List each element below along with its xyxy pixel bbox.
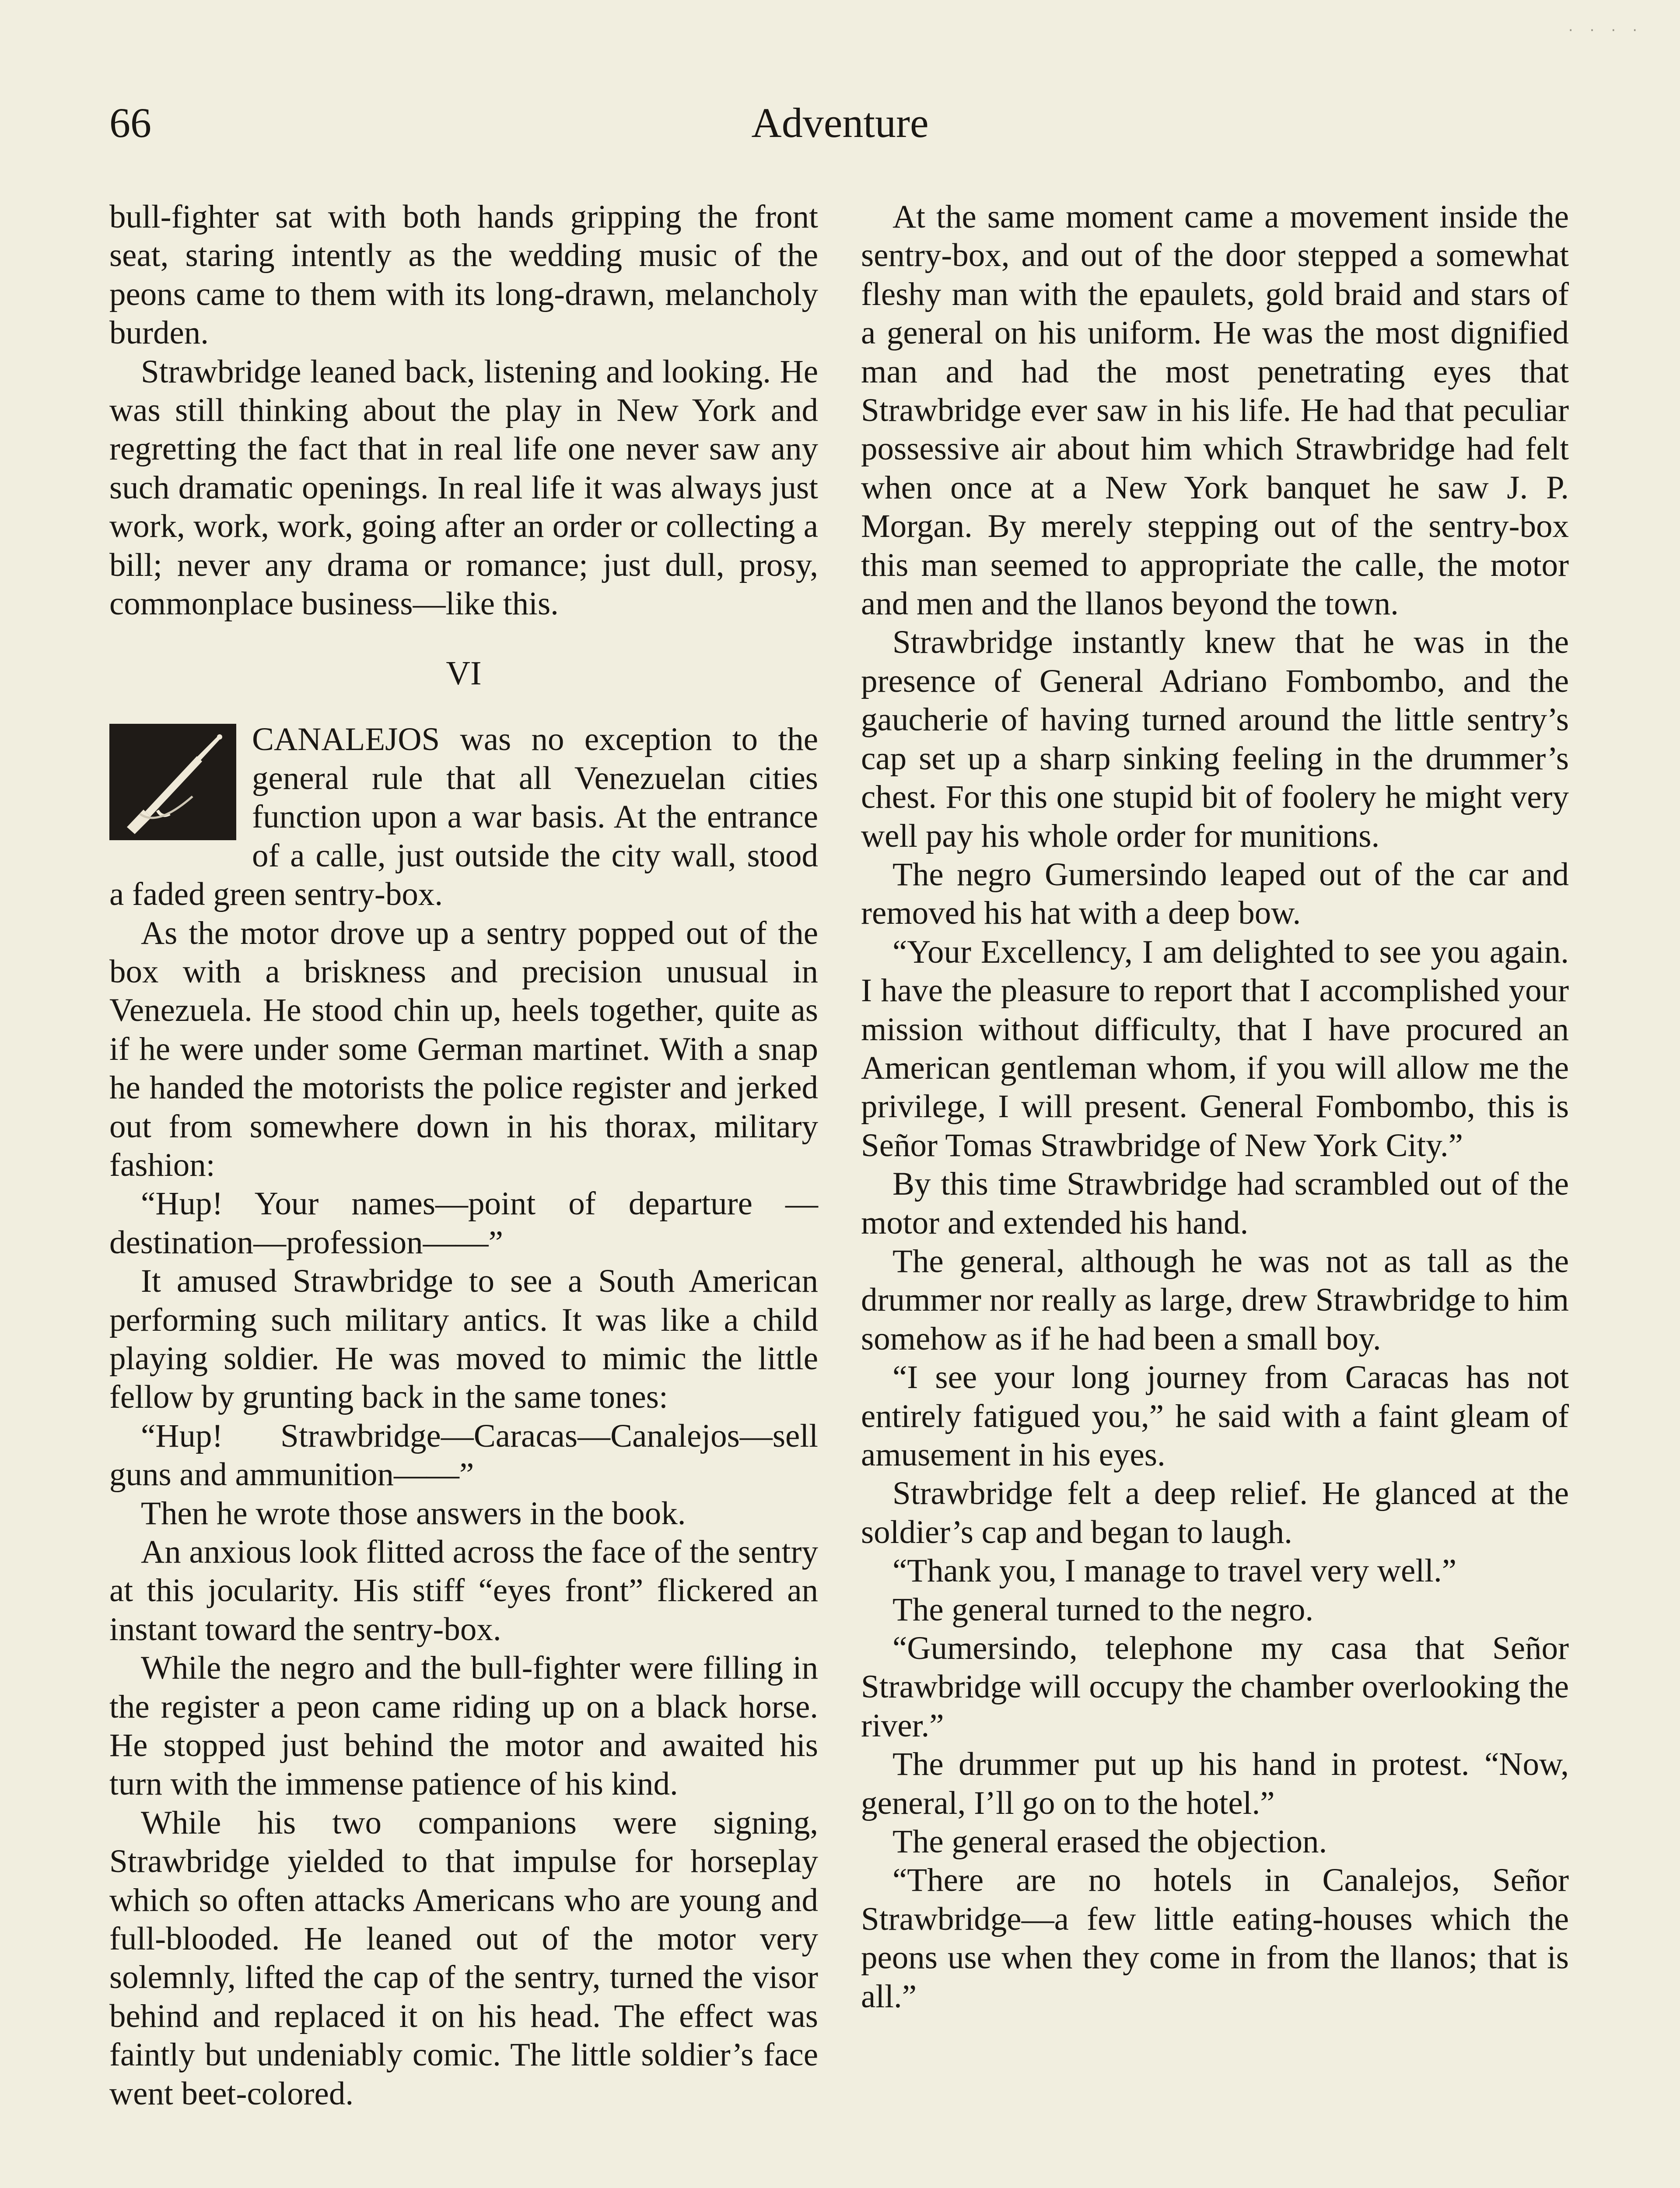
paragraph: While the negro and the bull-fighter were filling in the register a peon came riding up on a black horse. He stopped just behind the motor and awaited his turn with the immense patience of his kind. (109, 1650, 818, 1802)
paragraph: bull-fighter sat with both hands gripping the front seat, staring intently as the wedding music of the peons came to them with its long-drawn, melancholy burden. (109, 199, 818, 351)
paragraph: An anxious look flitted across the face of the sentry at this jocularity. His stiff “eyes front” flickered an instant toward the sentry-box. (109, 1534, 818, 1648)
paragraph: By this time Strawbridge had scrambled out of the motor and extended his hand. (861, 1166, 1569, 1241)
paragraph: “There are no hotels in Canalejos, Señor Strawbridge—a few little eating-houses which the peons use when they come in from the llanos; that is all.” (861, 1862, 1569, 2015)
paragraph: “Your Excellency, I am delighted to see you again. I have the pleasure to report that I accomplished your mission without difficulty, that I have procured an American gentleman whom, if you will allow me the privilege, I will present. General Fombombo, this is Señor Tomas Strawbridge of New York City.” (861, 933, 1569, 1164)
paragraph: The general, although he was not as tall as the drummer nor really as large, drew Strawbridge to him somehow as if he had been a small boy. (861, 1243, 1569, 1357)
paragraph: Strawbridge felt a deep relief. He glanced at the soldier’s cap and began to laugh. (861, 1475, 1569, 1550)
running-head-title: Adventure (751, 99, 929, 146)
right-column (861, 198, 1569, 2016)
paragraph: “Thank you, I manage to travel very well.” (892, 1553, 1457, 1589)
paragraph: The negro Gumersindo leaped out of the car and removed his hat with a deep bow. (861, 856, 1569, 932)
section-heading: VI (446, 654, 482, 692)
paragraph: At the same moment came a movement inside the sentry-box, and out of the door stepped a somewhat fleshy man with the epaulets, gold braid and stars of a general on his uniform. He was the most dignified man and had the most penetrating eyes that Strawbridge ever saw in his life. He had that peculiar possessive air about him which Strawbridge had felt when once at a New York banquet he saw J. P. Morgan. By merely stepping out of the sentry-box this man seemed to appropriate the calle, the motor and men and the llanos beyond the town. (861, 199, 1569, 622)
paragraph: “Hup! Your names—point of departure —destination—profession——” (109, 1185, 818, 1261)
paragraph: It amused Strawbridge to see a South American performing such military antics. It was like a child playing soldier. He was moved to mimic the little fellow by grunting back in the same tones: (109, 1263, 818, 1416)
paragraph: The drummer put up his hand in protest. “Now, general, I’ll go on to the hotel.” (861, 1746, 1569, 1821)
paragraph: The general turned to the negro. (892, 1591, 1314, 1628)
paragraph: “Hup! Strawbridge—Caracas—Canalejos—sell guns and ammunition——” (109, 1417, 818, 1493)
paragraph: “I see your long journey from Caracas has not entirely fatigued you,” he said with a faint gleam of amusement in his eyes. (861, 1359, 1569, 1473)
paragraph: The general erased the objection. (892, 1823, 1327, 1860)
left-column (109, 198, 818, 2113)
rifle-illustration-icon (109, 724, 236, 840)
corner-dots-decoration: .... (1568, 18, 1654, 35)
paragraph: Strawbridge leaned back, listening and looking. He was still thinking about the play in New York and regretting the fact that in real life one never saw any such dramatic openings. In real life it was always just work, work, work, going after an order or collecting a bill; never any drama or romance; just dull, prosy, commonplace business—like this. (109, 353, 818, 622)
dropcap-paragraph: CANALEJOS was no exception to the general rule that all Venezuelan cities function upon a war basis. At the entrance of a calle, just outside the city wall, stood a faded green sentry-box. (109, 721, 818, 913)
paragraph: Then he wrote those answers in the book. (141, 1495, 686, 1532)
paragraph: As the motor drove up a sentry popped out of the box with a briskness and precision unusual in Venezuela. He stood chin up, heels together, quite as if he were under some German martinet. With a snap he handed the motorists the police register and jerked out from somewhere down in his thorax, military fashion: (109, 915, 818, 1183)
paragraph: While his two companions were signing, Strawbridge yielded to that impulse for horseplay which so often attacks Americans who are young and full-blooded. He leaned out of the motor very solemnly, lifted the cap of the sentry, turned the visor behind and replaced it on his head. The effect was faintly but undeniably comic. The little soldier’s face went beet-colored. (109, 1804, 818, 2112)
page-number: 66 (109, 99, 151, 146)
paragraph: “Gumersindo, telephone my casa that Señor Strawbridge will occupy the chamber overlooking the river.” (861, 1630, 1569, 1744)
paragraph: Strawbridge instantly knew that he was in the presence of General Adriano Fombombo, and the gaucherie of having turned around the little sentry’s cap set up a sharp sinking feeling in the drummer’s chest. For this one stupid bit of foolery he might very well pay his whole order for munitions. (861, 624, 1569, 854)
